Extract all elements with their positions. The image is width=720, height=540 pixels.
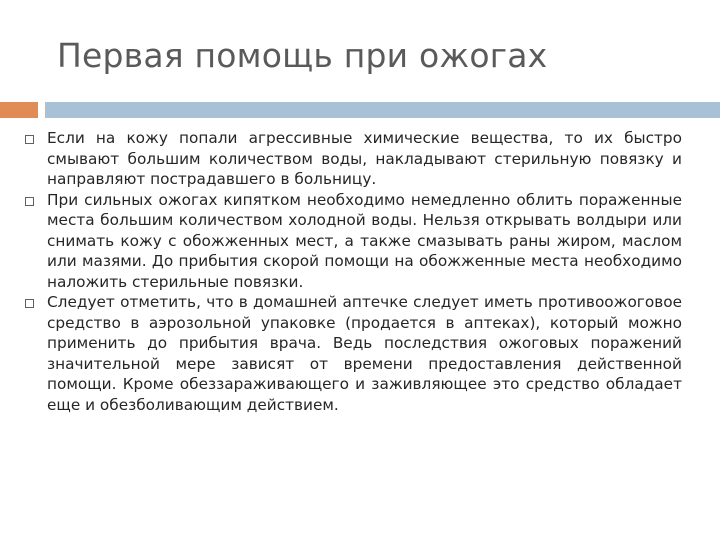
bullet-text: Если на кожу попали агрессивные химические вещества, то их быстро смывают большим количеством воды, накладывают стерильную повязку и направляют пострадавшего в больницу. bbox=[47, 129, 682, 188]
square-bullet-icon bbox=[25, 299, 34, 308]
slide-title: Первая помощь при ожогах bbox=[57, 36, 548, 75]
bullet-text: Следует отметить, что в домашней аптечке следует иметь противоожоговое средство в аэрозольной упаковке (продается в аптеках), который можно применить до прибытия врача. Ведь последствия ожоговых поражений значительной мере зависят от времени предоставления действенной помощи. Кроме обеззараживающего и заживляющее это средство обладает еще и обезболивающим действием. bbox=[47, 293, 682, 414]
bullet-list bbox=[22, 128, 682, 415]
accent-bar-blue bbox=[45, 102, 720, 118]
square-bullet-icon bbox=[25, 197, 34, 206]
square-bullet-icon bbox=[25, 135, 34, 144]
bullet-text: При сильных ожогах кипятком необходимо немедленно облить пораженные места большим количеством холодной воды. Нельзя открывать волдыри или снимать кожу с обожженных мест, а также смазывать раны жиром, маслом или мазями. До прибытия скорой помощи на обожженные места необходимо наложить стерильные повязки. bbox=[47, 190, 682, 291]
bullet-item bbox=[22, 292, 682, 415]
bullet-item bbox=[22, 190, 682, 293]
accent-bar-orange bbox=[0, 102, 38, 118]
bullet-item bbox=[22, 128, 682, 190]
